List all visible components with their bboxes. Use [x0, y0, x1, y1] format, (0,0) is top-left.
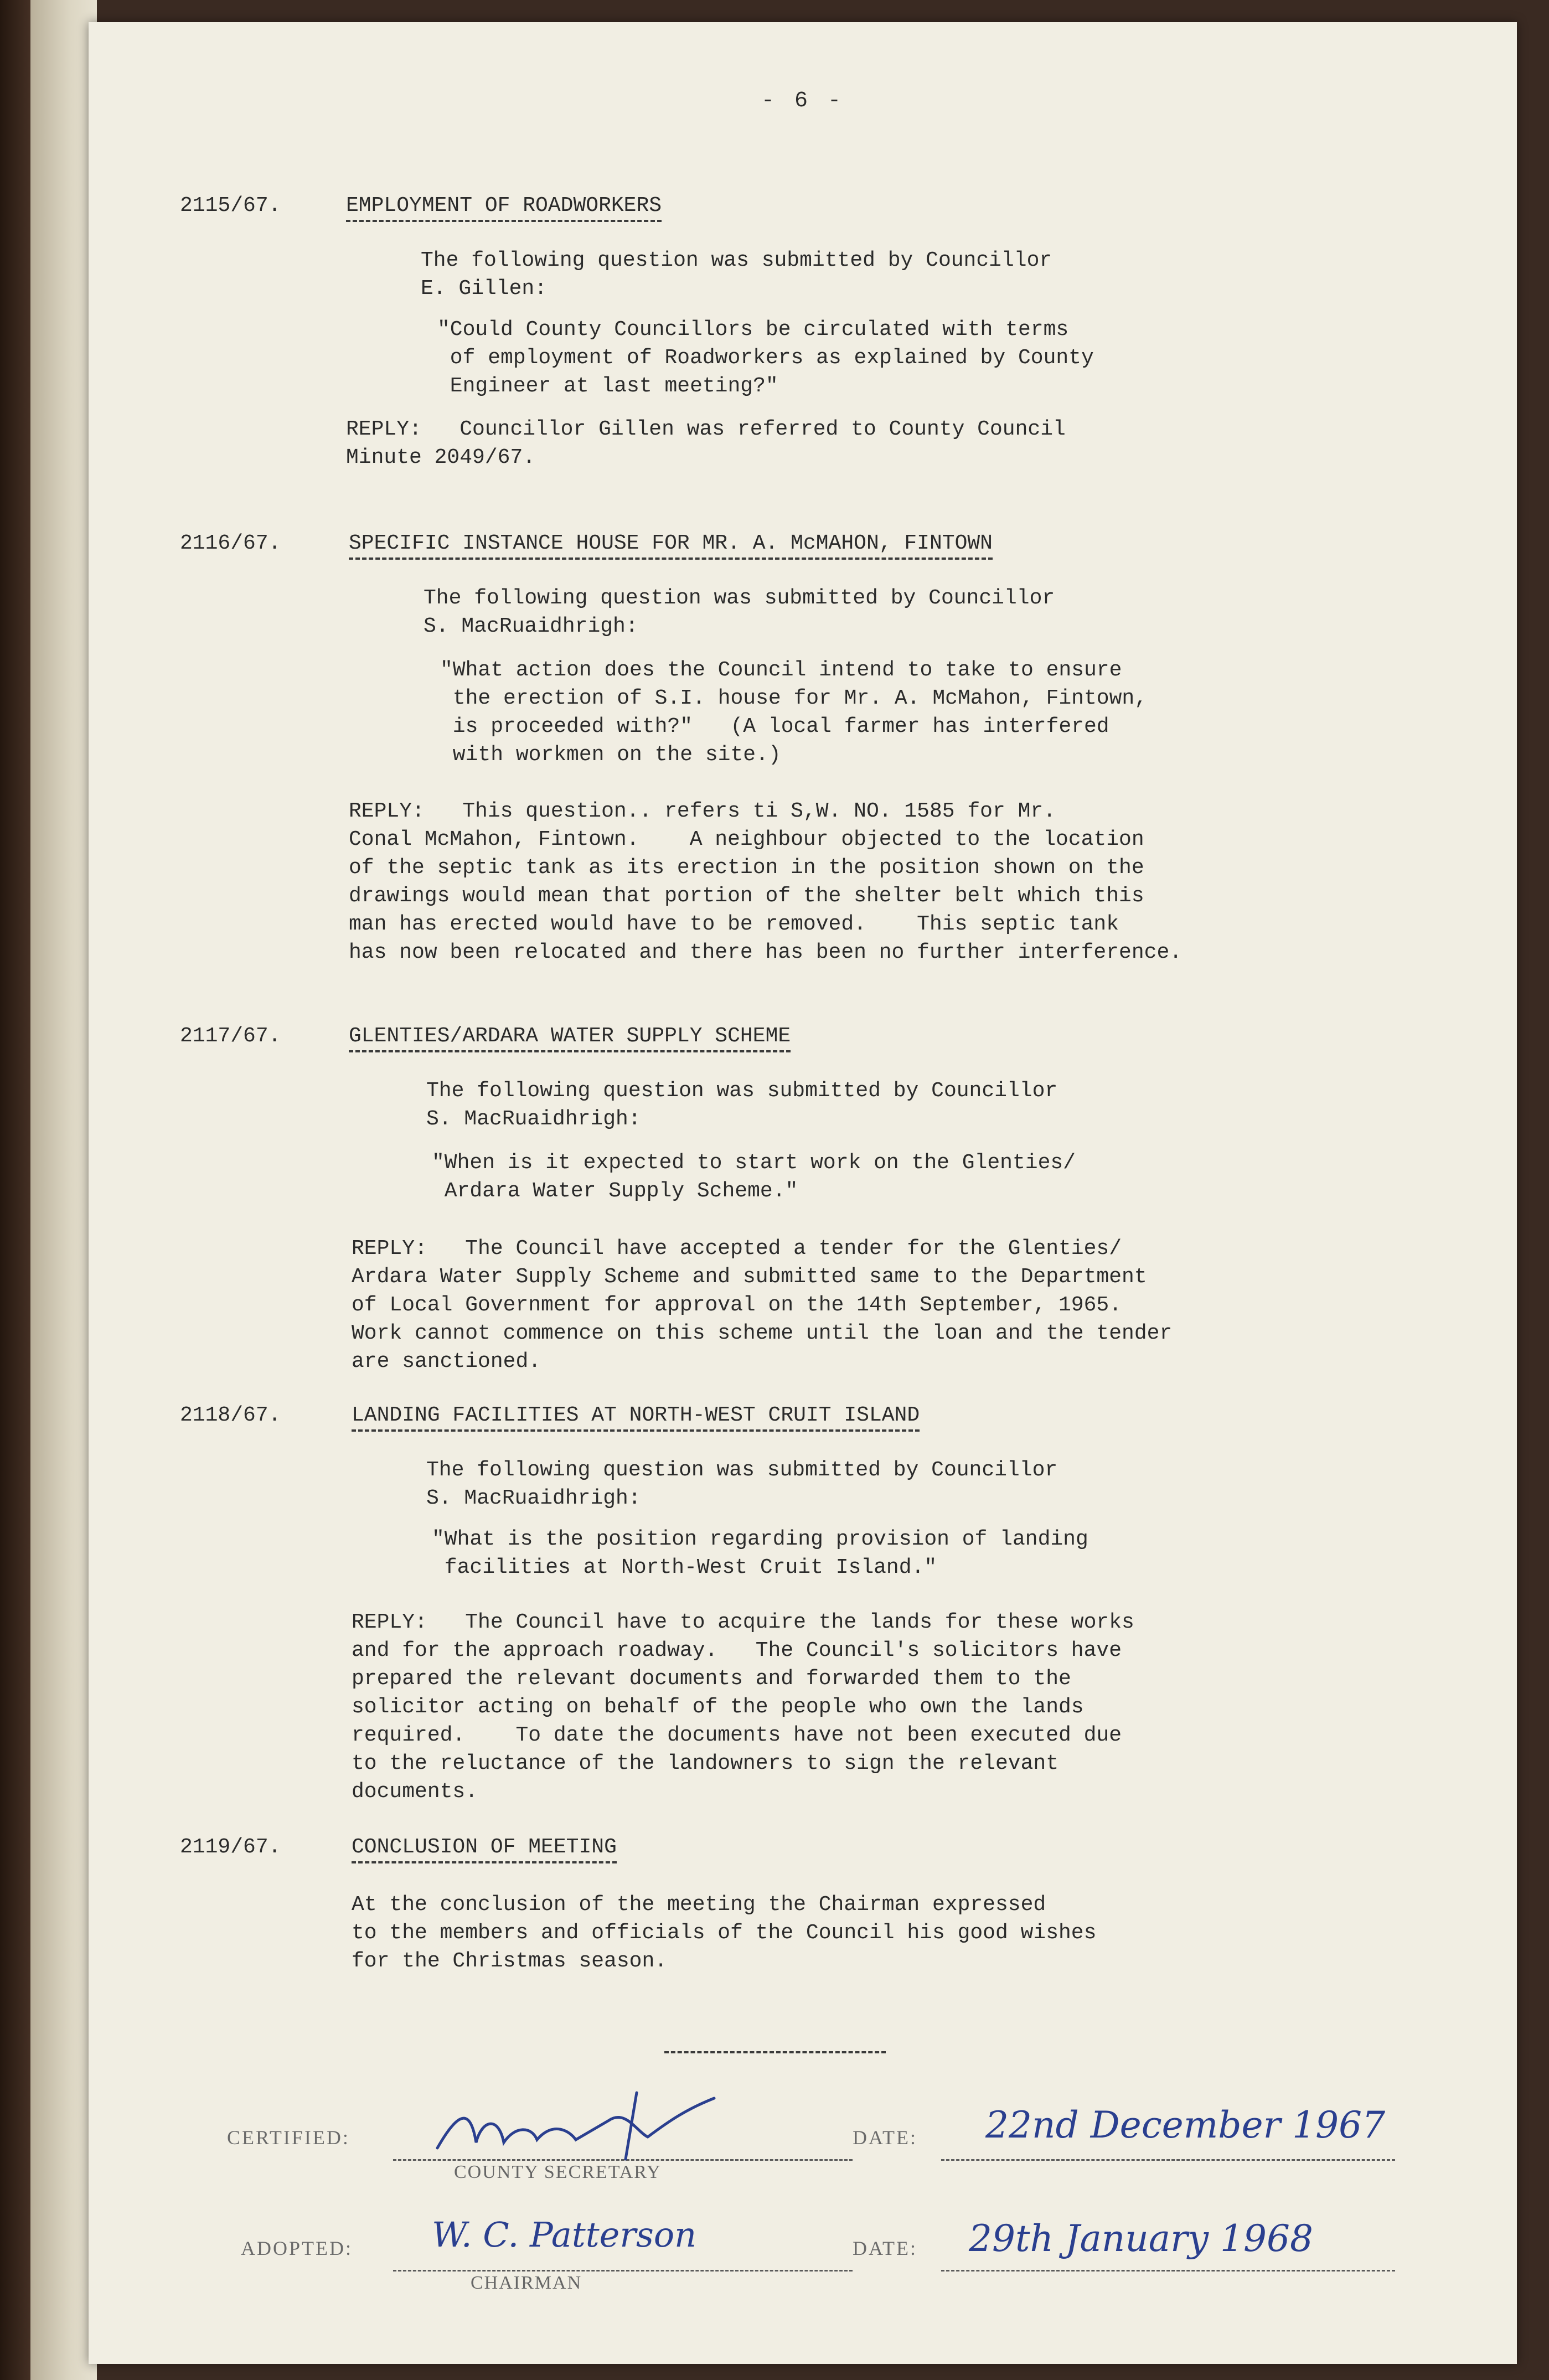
minute-number: 2119/67. — [180, 1835, 281, 1859]
section-heading: EMPLOYMENT OF ROADWORKERS — [346, 194, 662, 222]
separator-line — [664, 2051, 886, 2053]
question-intro: The following question was submitted by Councillor E. Gillen: — [421, 249, 1052, 301]
adopted-date-value: 29th January 1968 — [969, 2217, 1313, 2260]
reply-text: REPLY: Councillor Gillen was referred to County Council Minute 2049/67. — [346, 417, 1066, 469]
question-intro: The following question was submitted by Councillor S. MacRuaidhrigh: — [426, 1079, 1058, 1131]
adopted-date-label: DATE: — [853, 2237, 917, 2259]
minute-number: 2117/67. — [180, 1024, 281, 1048]
reply-text: REPLY: The Council have accepted a tender for the Glenties/ Ardara Water Supply Scheme and submitted same to the Department of Local Government for approval on the 14th September, 1965. Work cannot commence on this scheme until the loan and the tender are sanctioned. — [352, 1237, 1173, 1374]
certified-caption: COUNTY SECRETARY — [454, 2162, 662, 2182]
section-heading: GLENTIES/ARDARA WATER SUPPLY SCHEME — [349, 1024, 791, 1052]
certified-date-line — [941, 2159, 1395, 2161]
chairman-signature: W. C. Patterson — [432, 2214, 697, 2255]
page-number: - 6 - — [761, 89, 845, 113]
section-heading: LANDING FACILITIES AT NORTH-WEST CRUIT ISLAND — [352, 1403, 920, 1432]
question-text: "When is it expected to start work on the Glenties/ Ardara Water Supply Scheme." — [432, 1151, 1076, 1203]
minute-number: 2118/67. — [180, 1403, 281, 1427]
reply-text: REPLY: This question.. refers ti S,W. NO. 1585 for Mr. Conal McMahon, Fintown. A neighbour objected to the location of the septic tank as its erection in the position shown on the drawings would mean that portion of the shelter belt which this man has erected would have to be removed. This septic tank has now been relocated and there has been no further interference. — [349, 799, 1183, 964]
certified-label: CERTIFIED: — [227, 2126, 350, 2149]
adopted-caption: CHAIRMAN — [471, 2273, 582, 2293]
previous-page-edge — [30, 0, 97, 2380]
section-heading: CONCLUSION OF MEETING — [352, 1835, 617, 1863]
reply-text: REPLY: The Council have to acquire the lands for these works and for the approach roadway. The Council's solicitors have prepared the relevant documents and forwarded them to the solicitor acting on behalf of the people who own the lands required. To date the documents have not been executed due to the reluctance of the landowners to sign the relevant documents. — [352, 1610, 1134, 1804]
closing-text: At the conclusion of the meeting the Chairman expressed to the members and officials of the Council his good wishes for the Christmas season. — [352, 1893, 1097, 1973]
minute-number: 2116/67. — [180, 531, 281, 555]
question-intro: The following question was submitted by Councillor S. MacRuaidhrigh: — [426, 1458, 1058, 1510]
document-page — [89, 22, 1517, 2364]
minute-number: 2115/67. — [180, 194, 281, 218]
certified-date-value: 22nd December 1967 — [985, 2104, 1386, 2146]
adopted-signature-line — [393, 2270, 853, 2271]
question-text: "Could County Councillors be circulated with terms of employment of Roadworkers as explained by County Engineer at last meeting?" — [437, 318, 1094, 398]
adopted-date-line — [941, 2270, 1395, 2271]
certified-date-label: DATE: — [853, 2126, 917, 2149]
section-heading: SPECIFIC INSTANCE HOUSE FOR MR. A. McMAHON, FINTOWN — [349, 531, 993, 560]
question-text: "What is the position regarding provision of landing facilities at North-West Cruit Island." — [432, 1527, 1088, 1579]
adopted-label: ADOPTED: — [241, 2237, 353, 2259]
secretary-signature — [426, 2087, 736, 2165]
question-text: "What action does the Council intend to take to ensure the erection of S.I. house for Mr. A. McMahon, Fintown, is proceeded with?" (A local farmer has interfered with workmen on the site.) — [440, 658, 1148, 767]
question-intro: The following question was submitted by Councillor S. MacRuaidhrigh: — [424, 586, 1055, 638]
